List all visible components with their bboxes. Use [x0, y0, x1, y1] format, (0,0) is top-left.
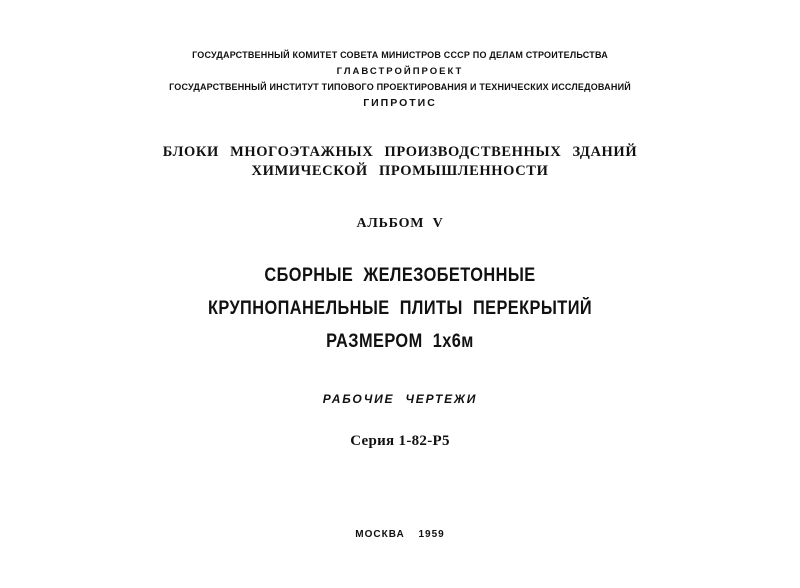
committee-heading: ГОСУДАРСТВЕННЫЙ КОМИТЕТ СОВЕТА МИНИСТРОВ СССР ПО ДЕЛАМ СТРОИТЕЛЬСТВА: [192, 50, 608, 60]
album-label: АЛЬБОМ V: [356, 216, 444, 231]
glavstroyproekt-heading: ГЛАВСТРОЙПРОЕКТ: [336, 66, 464, 77]
title-line-1: БЛОКИ МНОГОЭТАЖНЫХ ПРОИЗВОДСТВЕННЫХ ЗДАНИЙ: [162, 144, 638, 160]
title-line-2: ХИМИЧЕСКОЙ ПРОМЫШЛЕННОСТИ: [251, 163, 549, 179]
headline-line-3: РАЗМЕРОМ 1х6м: [326, 331, 474, 352]
giprotis-heading: ГИПРОТИС: [363, 97, 437, 109]
headline-line-1: СБОРНЫЕ ЖЕЛЕЗОБЕТОННЫЕ: [264, 265, 536, 286]
series-number: Серия 1-82-Р5: [350, 433, 450, 449]
institute-heading: ГОСУДАРСТВЕННЫЙ ИНСТИТУТ ТИПОВОГО ПРОЕКТИРОВАНИЯ И ТЕХНИЧЕСКИХ ИССЛЕДОВАНИЙ: [169, 82, 631, 92]
headline-line-2: КРУПНОПАНЕЛЬНЫЕ ПЛИТЫ ПЕРЕКРЫТИЙ: [207, 298, 593, 319]
publication-place-year: МОСКВА 1959: [355, 529, 445, 540]
working-drawings-label: РАБОЧИЕ ЧЕРТЕЖИ: [322, 392, 478, 406]
